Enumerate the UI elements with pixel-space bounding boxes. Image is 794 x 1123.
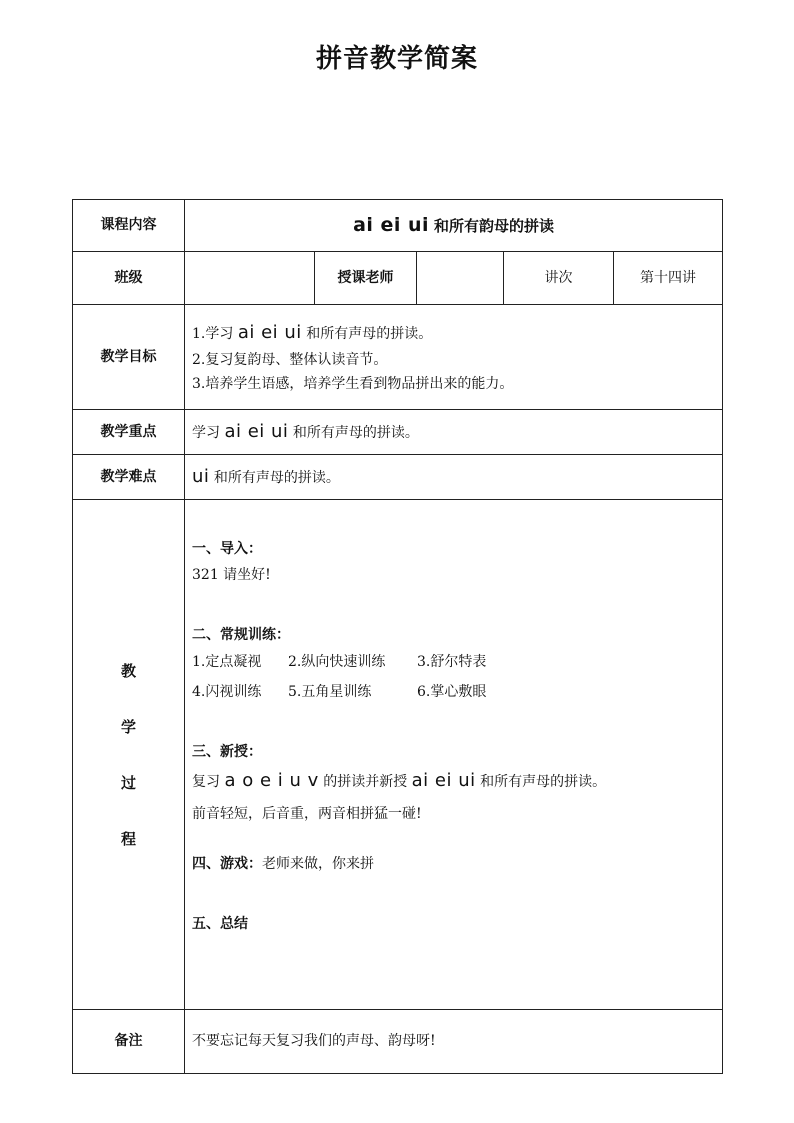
new-lesson-tip: 前音轻短，后音重，两音相拼猛一碰! [192, 805, 422, 822]
process-label-char-1: 教 [120, 661, 136, 680]
remarks-content: 不要忘记每天复习我们的声母、韵母呀! [185, 1010, 723, 1074]
drills-row-2 [192, 683, 715, 701]
drills-row-1 [192, 653, 715, 671]
lesson-plan-table [72, 199, 723, 1074]
goal-1-prefix: 1.学习 [192, 326, 234, 343]
difficulty-row [73, 455, 723, 500]
class-row [73, 252, 723, 305]
course-label: 课程内容 [73, 200, 185, 252]
remarks-label: 备注 [73, 1010, 185, 1074]
summary-heading: 五、总结 [192, 915, 248, 932]
goal-1-suffix: 和所有声母的拼读。 [306, 326, 433, 343]
key-points-label: 教学重点 [73, 410, 185, 455]
new-lesson-new-pinyin: ai ei ui [411, 770, 476, 792]
game-text: 老师来做，你来拼 [262, 855, 374, 872]
drill-item: 5.五角星训练 [288, 683, 372, 700]
goals-row [73, 305, 723, 410]
drill-item: 4.闪视训练 [192, 683, 262, 700]
key-points-suffix: 和所有声母的拼读。 [292, 425, 419, 442]
process-label-char-3: 过 [120, 773, 136, 792]
difficulty-content [185, 455, 723, 500]
session-value: 第十四讲 [614, 252, 723, 305]
key-points-content [185, 410, 723, 455]
drill-heading: 二、常规训练： [192, 627, 290, 644]
new-lesson-text [192, 769, 715, 792]
key-points-pinyin: ai ei ui [224, 421, 289, 443]
goals-content [185, 305, 723, 410]
class-label: 班级 [73, 252, 185, 305]
teacher-value [417, 252, 504, 305]
course-text: 和所有韵母的拼读 [433, 217, 554, 236]
process-label-char-4: 程 [120, 829, 136, 848]
new-lesson-suffix: 和所有声母的拼读。 [480, 774, 607, 791]
drill-item: 1.定点凝视 [192, 653, 262, 670]
page-title: 拼音教学简案 [315, 44, 478, 74]
process-label-char-2: 学 [120, 717, 136, 736]
process-label [73, 500, 185, 1010]
goals-label: 教学目标 [73, 305, 185, 410]
drill-item: 3.舒尔特表 [417, 653, 487, 670]
difficulty-label: 教学难点 [73, 455, 185, 500]
new-lesson-review-pinyin: a o e i u v [224, 770, 319, 792]
intro-text: 321 请坐好! [192, 567, 271, 584]
new-lesson-middle: 的拼读并新授 [323, 774, 408, 791]
goal-item-2: 2.复习复韵母、整体认读音节。 [192, 351, 388, 368]
goal-item-3: 3.培养学生语感，培养学生看到物品拼出来的能力。 [192, 375, 514, 392]
difficulty-suffix: 和所有声母的拼读。 [213, 470, 340, 487]
process-content [185, 500, 723, 1010]
game-line [192, 855, 715, 873]
key-points-row [73, 410, 723, 455]
key-points-prefix: 学习 [192, 425, 220, 442]
session-label: 讲次 [504, 252, 614, 305]
remarks-row [73, 1010, 723, 1074]
course-row [73, 200, 723, 252]
process-row [73, 500, 723, 1010]
difficulty-pinyin: ui [192, 466, 210, 488]
goal-1-pinyin: ai ei ui [237, 322, 302, 344]
game-heading: 四、游戏： [192, 855, 262, 872]
course-pinyin: ai ei ui [353, 214, 430, 237]
goal-item-1 [192, 321, 715, 344]
intro-heading: 一、导入： [192, 541, 262, 557]
drill-item: 6.掌心敷眼 [417, 683, 487, 700]
course-value [185, 200, 723, 252]
class-value [185, 252, 315, 305]
drill-item: 2.纵向快速训练 [288, 653, 386, 670]
teacher-label: 授课老师 [315, 252, 417, 305]
new-lesson-prefix: 复习 [192, 774, 220, 791]
new-lesson-heading: 三、新授： [192, 743, 262, 760]
